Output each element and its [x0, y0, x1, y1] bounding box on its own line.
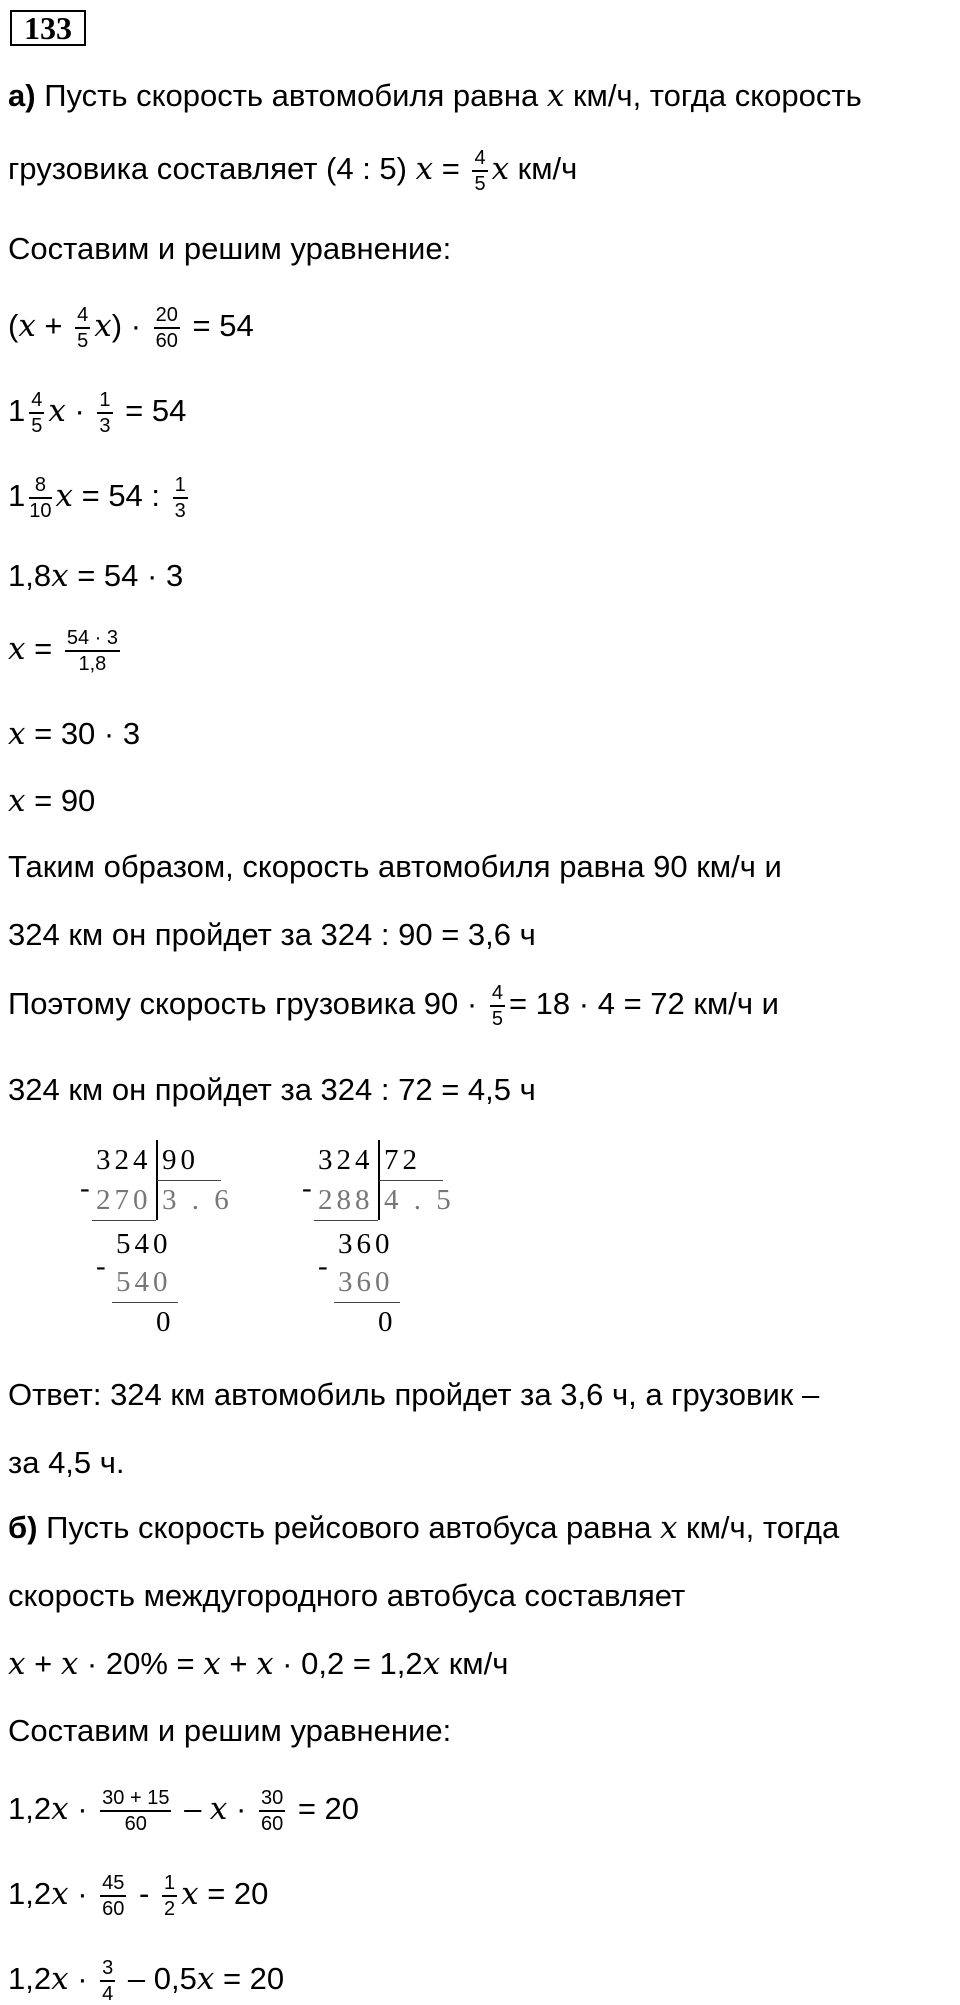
remainder-1: 360 — [338, 1228, 394, 1260]
paragraph-a3 — [8, 983, 779, 1029]
part-b-line-1 — [8, 1512, 839, 1544]
text: км/ч — [440, 1646, 509, 1681]
numerator: 30 + 15 — [100, 1788, 171, 1812]
part-b-label: б) — [8, 1510, 38, 1545]
text: 1,2 — [8, 1961, 52, 1997]
subtrahend-2: 540 — [116, 1266, 172, 1298]
text: = 54 · 3 — [68, 558, 184, 593]
numerator: 45 — [100, 1873, 126, 1897]
equation-b2 — [8, 1873, 268, 1919]
dividend: 324 — [318, 1144, 374, 1176]
var-x: x — [8, 631, 26, 668]
subtrahend-2: 360 — [338, 1266, 394, 1298]
text: 1,2 — [8, 1791, 52, 1827]
subtract-line — [112, 1302, 178, 1303]
text: = — [433, 151, 469, 187]
numerator: 1 — [97, 390, 112, 414]
dividend: 324 — [96, 1144, 152, 1176]
denominator: 60 — [124, 1813, 147, 1835]
numerator: 54 · 3 — [65, 628, 120, 652]
divisor-underline — [157, 1180, 221, 1181]
text: = 54 — [116, 393, 187, 429]
fraction-8-10 — [29, 475, 51, 521]
fraction-1-3 — [173, 475, 188, 521]
denominator: 2 — [163, 1898, 176, 1920]
denominator: 10 — [29, 500, 52, 522]
text: - — [130, 1876, 158, 1912]
numerator: 4 — [75, 305, 90, 329]
text: + — [25, 1646, 61, 1681]
equation-a1 — [8, 305, 254, 351]
var-x: x — [18, 308, 36, 345]
equation-a4 — [8, 560, 183, 592]
fraction-3-4 — [100, 1958, 115, 2004]
minus-sign: - — [96, 1250, 110, 1282]
text: · 20% = — [78, 1646, 204, 1681]
denominator: 3 — [174, 500, 186, 522]
denominator: 5 — [474, 173, 486, 195]
var-x: x — [415, 151, 434, 188]
var-x: x — [55, 478, 73, 515]
var-x: x — [94, 308, 112, 345]
var-x: x — [51, 558, 69, 594]
fraction-4-5 — [490, 983, 505, 1029]
quotient: 4 . 5 — [384, 1184, 455, 1216]
text: км/ч — [509, 151, 578, 187]
text: 1 — [8, 393, 26, 429]
text: Пусть скорость автомобиля равна — [35, 78, 547, 113]
text: · — [68, 1961, 97, 1997]
denominator: 5 — [77, 330, 89, 352]
equation-a7 — [8, 785, 95, 817]
text: = 20 — [198, 1876, 269, 1912]
fraction-20-60 — [154, 305, 180, 351]
denominator: 1,8 — [78, 653, 107, 675]
text: Пусть скорость рейсового автобуса равна — [37, 1510, 660, 1545]
fraction-4-5 — [75, 305, 90, 351]
var-x: x — [51, 1791, 69, 1828]
text: = 30 · 3 — [25, 716, 141, 751]
final-remainder: 0 — [378, 1306, 397, 1338]
text: 1 — [8, 478, 26, 514]
denominator: 60 — [102, 1898, 125, 1920]
var-x: x — [8, 1646, 26, 1682]
answer-line-2: за 4,5 ч. — [8, 1445, 125, 1480]
numerator: 4 — [490, 983, 505, 1007]
var-x: x — [422, 1646, 441, 1682]
var-x: x — [51, 1876, 69, 1913]
numerator: 1 — [173, 475, 188, 499]
fraction-1-3 — [97, 390, 112, 436]
var-x: x — [203, 1646, 221, 1682]
text: · — [65, 393, 94, 429]
equation-a2 — [8, 390, 186, 436]
equation-b1 — [8, 1788, 359, 1834]
text: – — [175, 1791, 210, 1827]
fraction-4-5 — [472, 148, 487, 194]
fraction-30-60 — [259, 1788, 285, 1834]
subtrahend-1: 270 — [96, 1184, 152, 1216]
text: = 90 — [25, 783, 96, 818]
text: = 18 · 4 = 72 км/ч и — [508, 986, 779, 1022]
denominator: 3 — [99, 415, 111, 437]
text: · 0,2 = 1,2 — [273, 1646, 423, 1681]
quotient: 3 . 6 — [162, 1184, 233, 1216]
numerator: 8 — [29, 475, 51, 499]
denominator: 60 — [155, 330, 178, 352]
text: = 20 — [214, 1961, 285, 1997]
var-x: x — [546, 78, 565, 114]
equation-a6 — [8, 718, 140, 750]
part-a-line-1 — [8, 80, 862, 112]
var-x: x — [48, 393, 66, 430]
var-x: x — [209, 1791, 228, 1828]
denominator: 60 — [260, 1813, 284, 1835]
divisor: 90 — [162, 1144, 199, 1176]
var-x: x — [491, 151, 510, 188]
text: + — [35, 308, 72, 344]
part-b-line-3 — [8, 1648, 508, 1680]
equation-b3 — [8, 1958, 284, 2004]
var-x: x — [8, 716, 26, 752]
numerator: 1 — [162, 1873, 177, 1897]
paragraph-a2: 324 км он пройдет за 324 : 90 = 3,6 ч — [8, 917, 536, 952]
var-x: x — [196, 1961, 215, 1998]
var-x: x — [60, 1646, 79, 1682]
remainder-1: 540 — [116, 1228, 172, 1260]
var-x: x — [659, 1510, 678, 1546]
numerator: 30 — [259, 1788, 285, 1812]
subtrahend-1: 288 — [318, 1184, 374, 1216]
denominator: 5 — [491, 1008, 503, 1030]
part-b-line-2: скорость междугородного автобуса составляет — [8, 1578, 686, 1613]
minus-sign: - — [318, 1250, 332, 1282]
subtract-line — [334, 1302, 400, 1303]
fraction-4-5 — [29, 390, 44, 436]
final-remainder: 0 — [156, 1306, 175, 1338]
text: = 54 — [183, 308, 254, 344]
text: · — [68, 1791, 97, 1827]
fraction-1-2 — [162, 1873, 177, 1919]
text: 1,8 — [8, 558, 52, 593]
minus-sign: - — [302, 1172, 316, 1204]
part-a-label: а) — [8, 78, 36, 113]
part-a-line-3: Составим и решим уравнение: — [8, 231, 452, 266]
text: = — [25, 631, 61, 667]
text: км/ч, тогда — [677, 1510, 840, 1545]
text: ( — [8, 308, 19, 344]
text: – 0,5 — [119, 1961, 197, 1997]
problem-number-box: 133 — [10, 10, 86, 46]
text: · — [227, 1791, 255, 1827]
text: 1,2 — [8, 1876, 52, 1912]
text: грузовика составляет (4 : 5) — [8, 151, 416, 187]
divisor-underline — [379, 1180, 443, 1181]
part-a-line-2 — [8, 148, 577, 194]
answer-line-1: Ответ: 324 км автомобиль пройдет за 3,6 ч, а грузовик – — [8, 1377, 820, 1412]
text: км/ч, тогда скорость — [564, 78, 862, 113]
paragraph-a1: Таким образом, скорость автомобиля равна 90 км/ч и — [8, 849, 782, 884]
text: Поэтому скорость грузовика 90 · — [8, 986, 486, 1022]
fraction-54x3-1.8 — [65, 628, 120, 674]
subtract-line — [314, 1220, 378, 1221]
numerator: 4 — [472, 148, 487, 172]
subtract-line — [92, 1220, 156, 1221]
equation-a5 — [8, 628, 124, 674]
part-b-line-4: Составим и решим уравнение: — [8, 1713, 452, 1748]
numerator: 4 — [29, 390, 44, 414]
text: = 20 — [289, 1791, 360, 1827]
fraction-45-60 — [100, 1788, 171, 1834]
var-x: x — [181, 1876, 199, 1913]
denominator: 5 — [31, 415, 43, 437]
numerator: 3 — [100, 1958, 115, 1982]
var-x: x — [8, 783, 26, 819]
var-x: x — [51, 1961, 69, 1998]
text: · — [68, 1876, 97, 1912]
equation-a3 — [8, 475, 192, 521]
var-x: x — [256, 1646, 274, 1682]
fraction-45-60 — [100, 1873, 126, 1919]
numerator: 20 — [154, 305, 180, 329]
divisor: 72 — [384, 1144, 421, 1176]
text: + — [220, 1646, 257, 1681]
text: ) · — [111, 308, 150, 344]
minus-sign: - — [80, 1172, 94, 1204]
denominator: 4 — [102, 1983, 114, 2005]
paragraph-a4: 324 км он пройдет за 324 : 72 = 4,5 ч — [8, 1072, 536, 1107]
text: = 54 : — [72, 478, 169, 514]
